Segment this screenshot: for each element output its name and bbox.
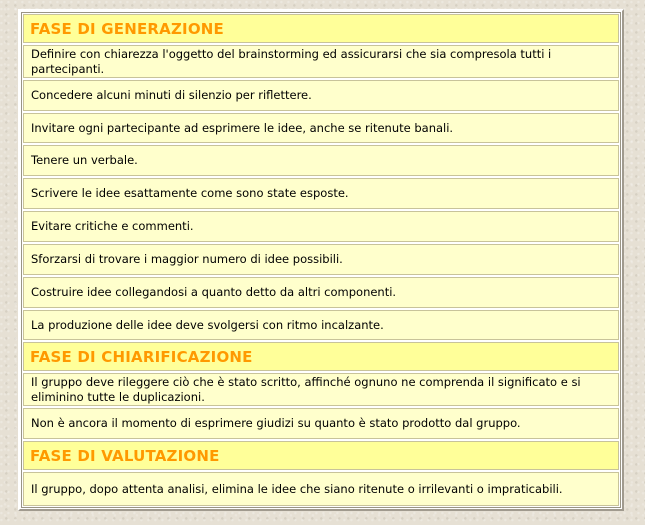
- row-text: Scrivere le idee esattamente come sono state esposte.: [31, 186, 349, 201]
- row-text: Costruire idee collegandosi a quanto detto da altri componenti.: [31, 284, 397, 299]
- row-text: Non è ancora il momento di esprimere giudizi su quanto è stato prodotto dal gruppo.: [31, 416, 521, 431]
- table-row: [23, 178, 619, 209]
- table-row: [23, 45, 619, 78]
- row-text: Invitare ogni partecipante ad esprimere le idee, anche se ritenute banali.: [31, 120, 454, 135]
- table-row: [23, 408, 619, 439]
- table-row: [23, 145, 619, 176]
- row-text: Concedere alcuni minuti di silenzio per riflettere.: [31, 87, 312, 102]
- row-text: Il gruppo deve rileggere ciò che è stato scritto, affinché ognuno ne comprenda il significato e si eliminino tutte le duplicazioni.: [31, 375, 581, 405]
- row-text: La produzione delle idee deve svolgersi con ritmo incalzante.: [31, 317, 384, 332]
- section-header-chiarificazione: FASE DI CHIARIFICAZIONE: [23, 342, 619, 371]
- table-row: [23, 472, 619, 506]
- table-row: [23, 277, 619, 308]
- row-text: Evitare critiche e commenti.: [31, 219, 194, 234]
- phases-table: [21, 12, 621, 508]
- table-row: [23, 244, 619, 275]
- section-header-generazione: FASE DI GENERAZIONE: [23, 14, 619, 43]
- table-row: [23, 373, 619, 406]
- table-row: [23, 80, 619, 111]
- row-text: Tenere un verbale.: [31, 153, 138, 168]
- table-row: [23, 113, 619, 144]
- row-text: Il gruppo, dopo attenta analisi, elimina le idee che siano ritenute o irrilevanti o impraticabili.: [31, 481, 563, 496]
- content-panel: [18, 9, 624, 511]
- table-row: [23, 310, 619, 341]
- table-row: [23, 211, 619, 242]
- row-text: Sforzarsi di trovare i maggior numero di idee possibili.: [31, 251, 343, 266]
- section-header-valutazione: FASE DI VALUTAZIONE: [23, 441, 619, 470]
- row-text: Definire con chiarezza l'oggetto del brainstorming ed assicurarsi che sia compresola tutti i partecipanti.: [31, 47, 552, 76]
